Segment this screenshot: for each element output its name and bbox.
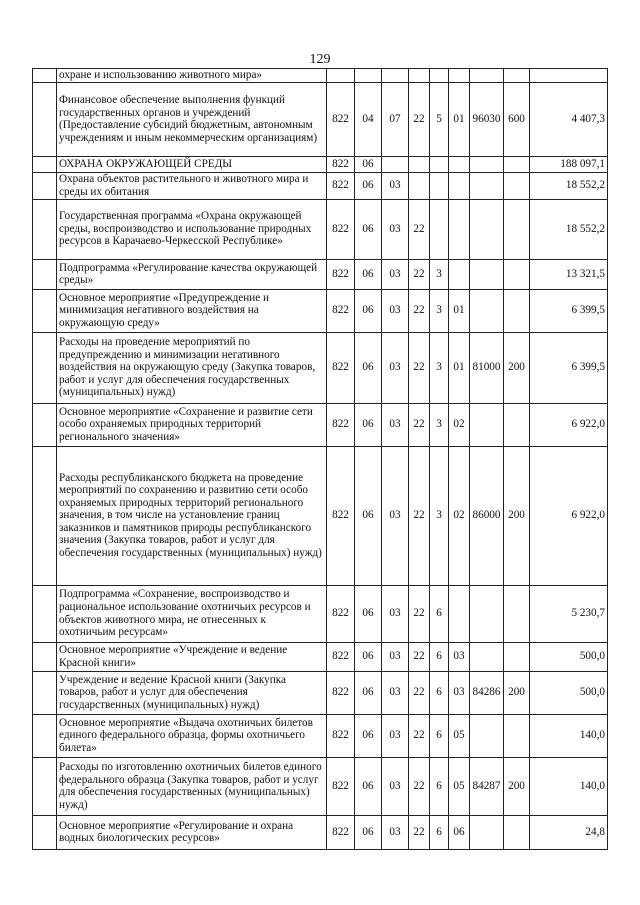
pr-code-cell: 03 [382, 332, 409, 403]
nr-code-cell [470, 259, 504, 289]
pp-code-cell: 6 [430, 671, 449, 714]
gp-code-cell: 22 [409, 82, 430, 156]
vr-code-cell [504, 642, 530, 671]
page-number: 129 [309, 52, 331, 67]
table-row [33, 757, 608, 815]
blank-cell [33, 815, 57, 849]
om-code-cell: 01 [449, 82, 470, 156]
om-code-cell: 01 [449, 332, 470, 403]
table-row [33, 259, 608, 289]
blank-cell [33, 332, 57, 403]
gp-code-cell: 22 [409, 671, 430, 714]
pp-code-cell [430, 69, 449, 83]
vr-code-cell [504, 199, 530, 259]
table-row [33, 172, 608, 199]
pr-code-cell [382, 156, 409, 172]
blank-cell [33, 156, 57, 172]
pp-code-cell: 6 [430, 757, 449, 815]
table-row [33, 714, 608, 757]
amount-cell: 500,0 [530, 642, 608, 671]
amount-cell: 6 922,0 [530, 446, 608, 585]
pp-code-cell [430, 156, 449, 172]
item-name-cell: Основное мероприятие «Регулирование и охрана водных биологических ресурсов» [57, 815, 327, 849]
blank-cell [33, 642, 57, 671]
pr-code-cell: 03 [382, 403, 409, 446]
vr-code-cell [504, 815, 530, 849]
om-code-cell: 03 [449, 671, 470, 714]
table-row [33, 642, 608, 671]
ved-code-cell: 822 [327, 156, 355, 172]
gp-code-cell: 22 [409, 446, 430, 585]
rz-code-cell: 04 [355, 82, 382, 156]
amount-cell: 188 097,1 [530, 156, 608, 172]
pr-code-cell: 03 [382, 671, 409, 714]
pp-code-cell: 6 [430, 642, 449, 671]
ved-code-cell: 822 [327, 199, 355, 259]
ved-code-cell: 822 [327, 714, 355, 757]
amount-cell: 6 922,0 [530, 403, 608, 446]
pr-code-cell: 03 [382, 642, 409, 671]
table-body [33, 69, 608, 850]
gp-code-cell: 22 [409, 289, 430, 332]
blank-cell [33, 259, 57, 289]
item-name-cell: ОХРАНА ОКРУЖАЮЩЕЙ СРЕДЫ [57, 156, 327, 172]
ved-code-cell: 822 [327, 642, 355, 671]
budget-table [32, 68, 608, 850]
pp-code-cell [430, 199, 449, 259]
item-name-cell: Расходы республиканского бюджета на проведение мероприятий по сохранению и развитию сети особо охраняемых природных территорий регионального значения, в том числе на установление границ заказников и памятников природы республиканского значения (Закупка товаров, работ и услуг для обеспечения государственных (муниципальных) нужд) [57, 446, 327, 585]
pp-code-cell: 6 [430, 714, 449, 757]
rz-code-cell: 06 [355, 446, 382, 585]
blank-cell [33, 289, 57, 332]
table-row [33, 671, 608, 714]
pp-code-cell: 3 [430, 289, 449, 332]
om-code-cell [449, 585, 470, 642]
item-name-cell: Основное мероприятие «Учреждение и ведение Красной книги» [57, 642, 327, 671]
vr-code-cell: 200 [504, 332, 530, 403]
amount-cell: 500,0 [530, 671, 608, 714]
ved-code-cell: 822 [327, 757, 355, 815]
rz-code-cell: 06 [355, 289, 382, 332]
table-row [33, 332, 608, 403]
pp-code-cell: 3 [430, 259, 449, 289]
amount-cell [530, 69, 608, 83]
table-row [33, 585, 608, 642]
vr-code-cell [504, 289, 530, 332]
vr-code-cell: 200 [504, 446, 530, 585]
amount-cell: 13 321,5 [530, 259, 608, 289]
blank-cell [33, 757, 57, 815]
amount-cell: 140,0 [530, 714, 608, 757]
nr-code-cell [470, 156, 504, 172]
pr-code-cell: 03 [382, 815, 409, 849]
ved-code-cell: 822 [327, 332, 355, 403]
rz-code-cell: 06 [355, 714, 382, 757]
nr-code-cell: 84287 [470, 757, 504, 815]
om-code-cell: 02 [449, 403, 470, 446]
nr-code-cell: 84286 [470, 671, 504, 714]
vr-code-cell [504, 172, 530, 199]
ved-code-cell: 822 [327, 585, 355, 642]
nr-code-cell [470, 642, 504, 671]
om-code-cell: 06 [449, 815, 470, 849]
pr-code-cell: 03 [382, 714, 409, 757]
item-name-cell: Основное мероприятие «Предупреждение и минимизация негативного воздействия на окружающую среду» [57, 289, 327, 332]
blank-cell [33, 446, 57, 585]
amount-cell: 6 399,5 [530, 332, 608, 403]
pr-code-cell: 03 [382, 199, 409, 259]
rz-code-cell: 06 [355, 199, 382, 259]
om-code-cell: 05 [449, 757, 470, 815]
pr-code-cell: 03 [382, 259, 409, 289]
gp-code-cell [409, 69, 430, 83]
om-code-cell [449, 199, 470, 259]
ved-code-cell: 822 [327, 446, 355, 585]
table-row [33, 69, 608, 83]
nr-code-cell [470, 403, 504, 446]
blank-cell [33, 714, 57, 757]
vr-code-cell [504, 259, 530, 289]
item-name-cell: Охрана объектов растительного и животного мира и среды их обитания [57, 172, 327, 199]
pp-code-cell: 3 [430, 446, 449, 585]
gp-code-cell [409, 172, 430, 199]
pp-code-cell: 3 [430, 332, 449, 403]
gp-code-cell: 22 [409, 259, 430, 289]
pr-code-cell: 03 [382, 289, 409, 332]
om-code-cell [449, 156, 470, 172]
om-code-cell: 01 [449, 289, 470, 332]
item-name-cell: Подпрограмма «Сохранение, воспроизводство и рациональное использование охотничьих ресурсов и объектов животного мира, не отнесенных к охотничьим ресурсам» [57, 585, 327, 642]
amount-cell: 6 399,5 [530, 289, 608, 332]
nr-code-cell: 96030 [470, 82, 504, 156]
table-row [33, 815, 608, 849]
blank-cell [33, 199, 57, 259]
rz-code-cell [355, 69, 382, 83]
item-name-cell: Учреждение и ведение Красной книги (Закупка товаров, работ и услуг для обеспечения государственных (муниципальных) нужд) [57, 671, 327, 714]
blank-cell [33, 69, 57, 83]
table-row [33, 403, 608, 446]
rz-code-cell: 06 [355, 585, 382, 642]
pp-code-cell [430, 172, 449, 199]
amount-cell: 4 407,3 [530, 82, 608, 156]
blank-cell [33, 82, 57, 156]
ved-code-cell: 822 [327, 82, 355, 156]
pp-code-cell: 6 [430, 815, 449, 849]
gp-code-cell: 22 [409, 403, 430, 446]
om-code-cell: 03 [449, 642, 470, 671]
item-name-cell: Основное мероприятие «Выдача охотничьих билетов единого федерального образца, формы охотничьего билета» [57, 714, 327, 757]
pp-code-cell: 5 [430, 82, 449, 156]
nr-code-cell [470, 199, 504, 259]
table-row [33, 156, 608, 172]
om-code-cell [449, 69, 470, 83]
pr-code-cell: 03 [382, 585, 409, 642]
rz-code-cell: 06 [355, 156, 382, 172]
amount-cell: 18 552,2 [530, 199, 608, 259]
gp-code-cell: 22 [409, 585, 430, 642]
amount-cell: 5 230,7 [530, 585, 608, 642]
rz-code-cell: 06 [355, 671, 382, 714]
pr-code-cell: 03 [382, 172, 409, 199]
ved-code-cell: 822 [327, 403, 355, 446]
item-name-cell: Расходы по изготовлению охотничьих билетов единого федерального образца (Закупка товаров, работ и услуг для обеспечения государственных (муниципальных) нужд) [57, 757, 327, 815]
gp-code-cell: 22 [409, 199, 430, 259]
gp-code-cell: 22 [409, 332, 430, 403]
rz-code-cell: 06 [355, 757, 382, 815]
nr-code-cell [470, 69, 504, 83]
pr-code-cell [382, 69, 409, 83]
ved-code-cell: 822 [327, 259, 355, 289]
blank-cell [33, 671, 57, 714]
gp-code-cell: 22 [409, 642, 430, 671]
vr-code-cell [504, 69, 530, 83]
rz-code-cell: 06 [355, 259, 382, 289]
amount-cell: 140,0 [530, 757, 608, 815]
vr-code-cell [504, 156, 530, 172]
rz-code-cell: 06 [355, 403, 382, 446]
table-row [33, 199, 608, 259]
ved-code-cell: 822 [327, 815, 355, 849]
gp-code-cell: 22 [409, 815, 430, 849]
vr-code-cell [504, 585, 530, 642]
pp-code-cell: 6 [430, 585, 449, 642]
vr-code-cell: 200 [504, 671, 530, 714]
item-name-cell: Расходы на проведение мероприятий по предупреждению и минимизации негативного воздействия на окружающую среду (Закупка товаров, работ и услуг для обеспечения государственных (муниципальных) нужд) [57, 332, 327, 403]
nr-code-cell [470, 815, 504, 849]
ved-code-cell: 822 [327, 671, 355, 714]
om-code-cell: 02 [449, 446, 470, 585]
nr-code-cell [470, 172, 504, 199]
pr-code-cell: 07 [382, 82, 409, 156]
gp-code-cell [409, 156, 430, 172]
om-code-cell [449, 259, 470, 289]
item-name-cell: Государственная программа «Охрана окружающей среды, воспроизводство и использование природных ресурсов в Карачаево-Черкесской Республике» [57, 199, 327, 259]
ved-code-cell [327, 69, 355, 83]
ved-code-cell: 822 [327, 289, 355, 332]
ved-code-cell: 822 [327, 172, 355, 199]
vr-code-cell: 600 [504, 82, 530, 156]
gp-code-cell: 22 [409, 714, 430, 757]
item-name-cell: Основное мероприятие «Сохранение и развитие сети особо охраняемых природных территорий регионального значения» [57, 403, 327, 446]
table-row [33, 446, 608, 585]
blank-cell [33, 585, 57, 642]
rz-code-cell: 06 [355, 332, 382, 403]
nr-code-cell [470, 585, 504, 642]
gp-code-cell: 22 [409, 757, 430, 815]
rz-code-cell: 06 [355, 642, 382, 671]
pr-code-cell: 03 [382, 757, 409, 815]
vr-code-cell [504, 714, 530, 757]
vr-code-cell [504, 403, 530, 446]
item-name-cell: охране и использованию животного мира» [57, 69, 327, 83]
vr-code-cell: 200 [504, 757, 530, 815]
nr-code-cell: 81000 [470, 332, 504, 403]
blank-cell [33, 172, 57, 199]
nr-code-cell [470, 714, 504, 757]
nr-code-cell [470, 289, 504, 332]
table-row [33, 82, 608, 156]
item-name-cell: Финансовое обеспечение выполнения функций государственных органов и учреждений (Предоставление субсидий бюджетным, автономным учреждениям и иным некоммерческим организациям) [57, 82, 327, 156]
item-name-cell: Подпрограмма «Регулирование качества окружающей среды» [57, 259, 327, 289]
pr-code-cell: 03 [382, 446, 409, 585]
amount-cell: 24,8 [530, 815, 608, 849]
rz-code-cell: 06 [355, 172, 382, 199]
blank-cell [33, 403, 57, 446]
om-code-cell: 05 [449, 714, 470, 757]
amount-cell: 18 552,2 [530, 172, 608, 199]
pp-code-cell: 3 [430, 403, 449, 446]
nr-code-cell: 86000 [470, 446, 504, 585]
rz-code-cell: 06 [355, 815, 382, 849]
om-code-cell [449, 172, 470, 199]
table-row [33, 289, 608, 332]
